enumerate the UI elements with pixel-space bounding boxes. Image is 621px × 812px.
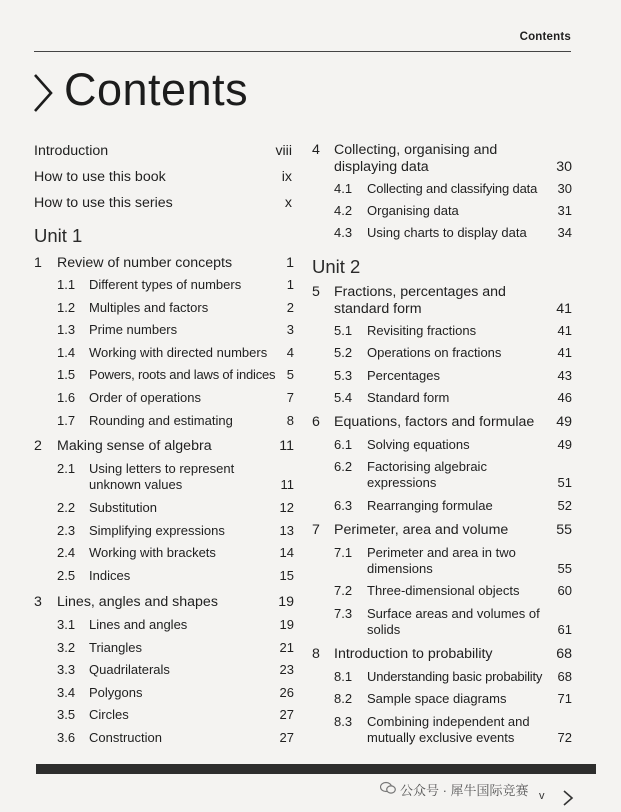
- section-number: 7.1: [334, 545, 353, 560]
- toc-entry-page: ix: [281, 169, 292, 185]
- section-title-line-2: unknown values: [89, 477, 183, 492]
- section-page: 34: [557, 225, 572, 240]
- chapter-page: 1: [286, 255, 294, 271]
- chapter-title: Perimeter, area and volume: [334, 522, 509, 538]
- toc-chapter[interactable]: [312, 142, 572, 176]
- section-number: 2.1: [57, 461, 76, 476]
- chapter-page: 11: [279, 438, 294, 454]
- chapter-title: Review of number concepts: [57, 255, 233, 271]
- chapter-number: 3: [34, 594, 42, 610]
- section-number: 1.1: [57, 277, 76, 292]
- section-title-line-1: Perimeter and area in two: [367, 545, 516, 560]
- section-number: 1.4: [57, 345, 76, 360]
- section-page: 27: [279, 707, 294, 722]
- section-page: 43: [557, 368, 572, 383]
- section-title: Circles: [89, 707, 129, 722]
- section-title: Substitution: [89, 500, 157, 515]
- section-number: 8.1: [334, 669, 353, 684]
- toc-section[interactable]: [334, 545, 572, 577]
- section-number: 5.3: [334, 368, 353, 383]
- section-page: 31: [557, 203, 572, 218]
- section-title-line-1: Using letters to represent: [89, 461, 235, 476]
- chapter-title: Making sense of algebra: [57, 438, 212, 454]
- section-number: 4.3: [334, 225, 353, 240]
- section-title: Using charts to display data: [367, 225, 527, 240]
- section-page: 14: [279, 545, 294, 560]
- section-page: 1: [286, 277, 294, 292]
- section-title-line-1: Combining independent and: [367, 714, 530, 729]
- section-page: 30: [557, 181, 572, 196]
- section-page: 13: [279, 523, 294, 538]
- toc-entry-label: Introduction: [34, 143, 109, 159]
- section-title: Collecting and classifying data: [367, 181, 538, 196]
- section-number: 1.2: [57, 300, 76, 315]
- section-page: 5: [286, 367, 294, 382]
- section-number: 3.4: [57, 685, 76, 700]
- section-title-line-2: dimensions: [367, 561, 433, 576]
- chapter-title: Lines, angles and shapes: [57, 594, 218, 610]
- section-page: 72: [557, 730, 572, 745]
- chapter-number: 1: [34, 255, 42, 271]
- section-page: 23: [279, 662, 294, 677]
- section-number: 3.3: [57, 662, 76, 677]
- section-title: Simplifying expressions: [89, 523, 225, 538]
- running-head: Contents: [519, 31, 571, 43]
- section-page: 49: [557, 437, 572, 452]
- chevron-right-icon[interactable]: [562, 790, 574, 806]
- section-number: 2.3: [57, 523, 76, 538]
- section-page: 4: [286, 345, 294, 360]
- toc-chapter[interactable]: [312, 284, 572, 318]
- header-rule: [34, 51, 571, 52]
- section-title: Operations on fractions: [367, 345, 502, 360]
- chapter-page: 41: [556, 301, 572, 317]
- section-page: 27: [279, 730, 294, 745]
- section-page: 15: [279, 568, 294, 583]
- section-title: Prime numbers: [89, 322, 178, 337]
- chapter-title-line-1: Fractions, percentages and: [334, 284, 506, 300]
- section-title-line-2: expressions: [367, 475, 437, 490]
- section-title: Percentages: [367, 368, 440, 383]
- chapter-title-line-1: Collecting, organising and: [334, 142, 498, 158]
- chapter-number: 2: [34, 438, 42, 454]
- section-title: Construction: [89, 730, 162, 745]
- section-page: 68: [557, 669, 572, 684]
- section-number: 3.2: [57, 640, 76, 655]
- section-number: 2.4: [57, 545, 76, 560]
- chevron-right-icon: [32, 72, 54, 114]
- section-title: Standard form: [367, 390, 450, 405]
- chapter-number: 7: [312, 522, 320, 538]
- toc-section[interactable]: [334, 714, 572, 746]
- section-title: Rearranging formulae: [367, 498, 493, 513]
- section-title: Organising data: [367, 203, 459, 218]
- footer-bar: [36, 764, 596, 774]
- section-title-line-1: Surface areas and volumes of: [367, 606, 540, 621]
- section-number: 1.7: [57, 413, 76, 428]
- section-title: Indices: [89, 568, 131, 583]
- section-page: 41: [557, 345, 572, 360]
- unit-heading: Unit 2: [312, 256, 361, 277]
- chapter-title-line-2: displaying data: [334, 159, 429, 175]
- chapter-number: 4: [312, 142, 320, 158]
- section-number: 3.6: [57, 730, 76, 745]
- section-page: 12: [279, 500, 294, 515]
- section-title: Working with directed numbers: [89, 345, 268, 360]
- section-title: Rounding and estimating: [89, 413, 233, 428]
- section-page: 7: [286, 390, 294, 405]
- section-number: 2.2: [57, 500, 76, 515]
- section-number: 7.3: [334, 606, 353, 621]
- chapter-title: Introduction to probability: [334, 646, 493, 662]
- chapter-number: 5: [312, 284, 320, 300]
- chapter-number: 6: [312, 414, 320, 430]
- section-title: Polygons: [89, 685, 143, 700]
- section-number: 1.5: [57, 367, 76, 382]
- toc-section[interactable]: [334, 459, 572, 491]
- section-title: Different types of numbers: [89, 277, 242, 292]
- section-number: 8.2: [334, 691, 353, 706]
- chapter-title-line-2: standard form: [334, 301, 422, 317]
- section-number: 1.3: [57, 322, 76, 337]
- wechat-icon: [380, 781, 396, 795]
- unit-heading: Unit 1: [34, 225, 83, 246]
- chapter-title: Equations, factors and formulae: [334, 414, 535, 430]
- section-title-line-2: solids: [367, 622, 401, 637]
- section-title: Working with brackets: [89, 545, 216, 560]
- section-number: 8.3: [334, 714, 353, 729]
- section-title: Lines and angles: [89, 617, 188, 632]
- chapter-page: 49: [556, 414, 572, 430]
- section-number: 6.1: [334, 437, 353, 452]
- toc-entry-page: viii: [275, 143, 292, 159]
- toc-entry-label: How to use this series: [34, 195, 173, 211]
- section-title: Quadrilaterals: [89, 662, 170, 677]
- section-number: 6.2: [334, 459, 353, 474]
- chapter-number: 8: [312, 646, 320, 662]
- section-title: Order of operations: [89, 390, 202, 405]
- section-page: 71: [557, 691, 572, 706]
- section-page: 26: [279, 685, 294, 700]
- section-number: 3.5: [57, 707, 76, 722]
- section-title-line-2: mutually exclusive events: [367, 730, 515, 745]
- section-page: 3: [286, 322, 294, 337]
- section-page: 55: [557, 561, 572, 576]
- chapter-page: 30: [556, 159, 572, 175]
- toc-entry-page: x: [284, 195, 292, 211]
- section-title: Understanding basic probability: [367, 669, 543, 684]
- section-page: 51: [557, 475, 572, 490]
- section-page: 19: [279, 617, 294, 632]
- section-number: 4.1: [334, 181, 353, 196]
- section-title: Multiples and factors: [89, 300, 209, 315]
- section-number: 4.2: [334, 203, 353, 218]
- section-number: 2.5: [57, 568, 76, 583]
- section-number: 3.1: [57, 617, 76, 632]
- section-page: 46: [557, 390, 572, 405]
- toc-section[interactable]: [57, 461, 294, 493]
- section-title: Powers, roots and laws of indices: [89, 367, 276, 382]
- section-number: 6.3: [334, 498, 353, 513]
- section-number: 7.2: [334, 583, 353, 598]
- toc-entry-label: How to use this book: [34, 169, 166, 185]
- section-page: 21: [279, 640, 294, 655]
- section-number: 1.6: [57, 390, 76, 405]
- chapter-page: 19: [278, 594, 294, 610]
- section-page: 61: [557, 622, 572, 637]
- section-title: Triangles: [89, 640, 142, 655]
- section-page: 11: [280, 477, 294, 492]
- section-title: Three-dimensional objects: [367, 583, 520, 598]
- chapter-page: 55: [556, 522, 572, 538]
- toc-section[interactable]: [334, 606, 572, 638]
- chapter-page: 68: [556, 646, 572, 662]
- section-page: 2: [286, 300, 294, 315]
- section-page: 41: [557, 323, 572, 338]
- section-page: 52: [557, 498, 572, 513]
- section-number: 5.1: [334, 323, 353, 338]
- section-page: 60: [557, 583, 572, 598]
- section-title: Solving equations: [367, 437, 470, 452]
- watermark-text: 公众号 · 犀牛国际竞赛: [400, 783, 529, 798]
- page-title: Contents: [64, 64, 249, 115]
- section-number: 5.4: [334, 390, 353, 405]
- section-number: 5.2: [334, 345, 353, 360]
- section-title-line-1: Factorising algebraic: [367, 459, 487, 474]
- section-title: Sample space diagrams: [367, 691, 507, 706]
- nav-mark: v: [539, 790, 545, 802]
- section-title: Revisiting fractions: [367, 323, 477, 338]
- section-page: 8: [286, 413, 294, 428]
